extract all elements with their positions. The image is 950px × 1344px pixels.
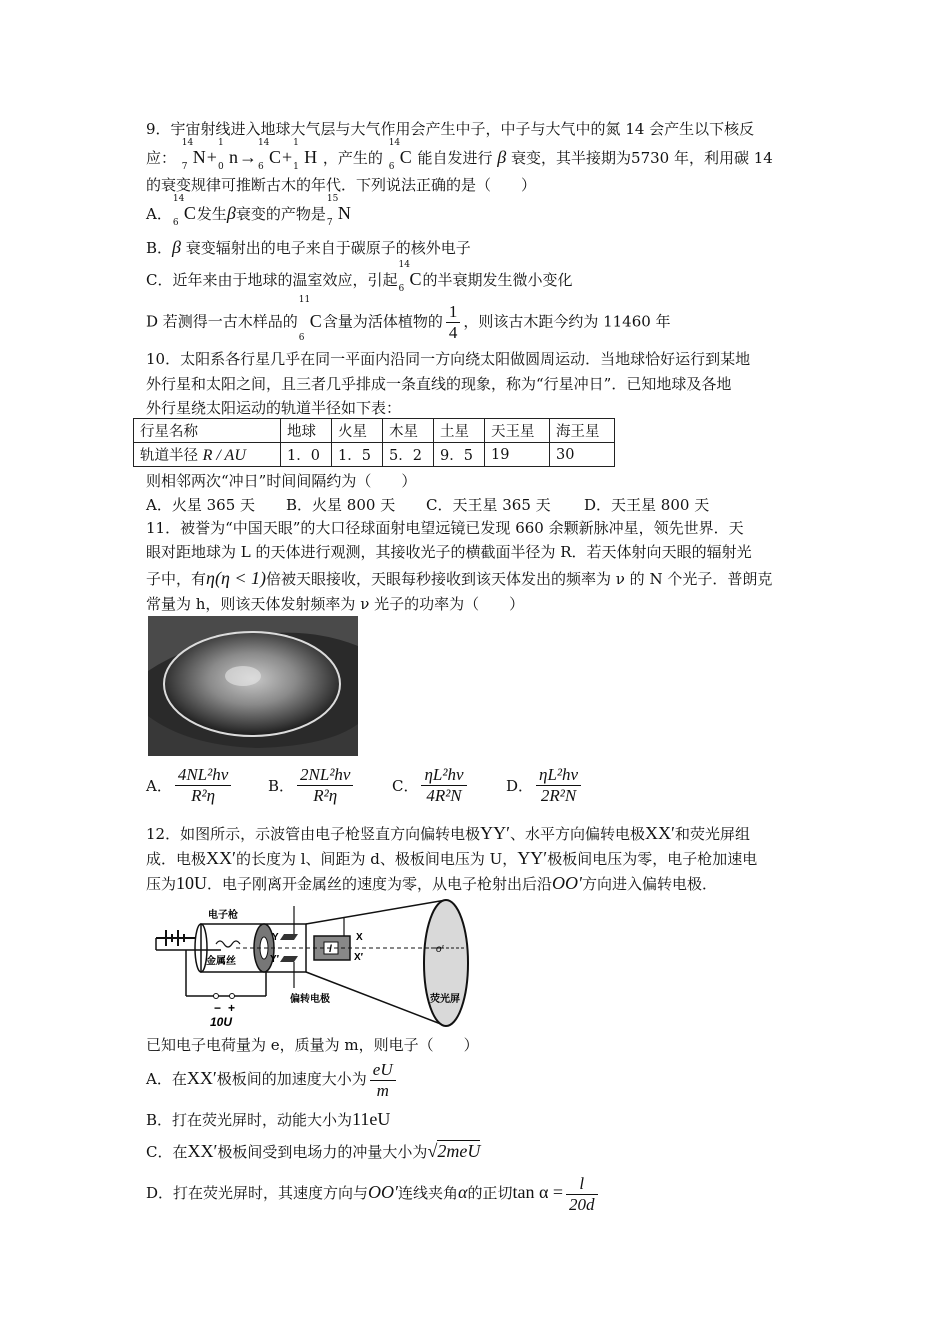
label-gun: 电子枪 [208, 910, 238, 921]
table-cell: 1．5 [332, 443, 383, 467]
q11-option-b: B． $\frac{\text{2NL²hν}}{\text{R²η}}$ [268, 765, 356, 806]
svg-text:o′: o′ [436, 944, 444, 955]
q12-option-a: A．在XX′极板间的加速度大小为 $\frac{eU}{m}$ [146, 1058, 399, 1101]
table-cell: 30 [550, 443, 615, 467]
table-header-row [134, 419, 615, 443]
svg-text:Y′: Y′ [270, 954, 280, 965]
svg-text:X′: X′ [354, 952, 364, 963]
q11-line4: 常量为 h，则该天体发射频率为 ν 光子的功率为（ ） [146, 595, 525, 613]
svg-text:l: l [329, 944, 332, 955]
q11-option-d: D． $\frac{\text{ηL²hν}}{\text{2R²N}}$ [506, 765, 584, 806]
q12-line3: 压为10U．电子刚离开金属丝的速度为零，从电子枪射出后沿OO′方向进入偏转电极． [146, 873, 717, 893]
q9-line2-end: 衰变，其半接期为5730 年，利用碳 14 [511, 149, 773, 167]
table-cell: 19 [485, 443, 550, 467]
q9-option-d: D 若测得一古木样品的 11 6 C含量为活体植物的 $\frac{1}{4}$ ，则该古木距今约为 11460 年 [146, 294, 671, 343]
q9-line1: 9．宇宙射线进入地球大气层与大气作用会产生中子，中子与大气中的氮 14 会产生以下核反 [146, 120, 755, 138]
q11-line1: 11．被誉为“中国天眼”的大口径球面射电望远镜已发现 660 余颗新脉冲星，领先世界．天 [146, 519, 744, 537]
q9-line2: 应： 14 7 N+ 1 0 n→ 14 6 C+ 1 1 H ，产生的 14 6 C 能自发进行 β 衰变，其半接期为5730 年，利用碳 14 [146, 138, 773, 172]
table-cell: 轨道半径 R / AU [134, 443, 281, 467]
q10-option-b: B．火星 800 天 [286, 496, 396, 514]
telescope-photo [148, 616, 358, 756]
table-cell: 木星 [383, 419, 434, 443]
q10-line2: 外行星和太阳之间，且三者几乎排成一条直线的现象，称为“行星冲日”．已知地球及各地 [146, 375, 732, 393]
q9-line3: 的衰变规律可推断古木的年代．下列说法正确的是（ ） [146, 176, 537, 194]
table-cell: 5．2 [383, 443, 434, 467]
q12-line2: 成．电极XX′的长度为 l、间距为 d、极板间电压为 U，YY′极板间电压为零，电子枪加速电 [146, 848, 758, 868]
q11-option-c: C． $\frac{\text{ηL²hν}}{\text{4R²N}}$ [392, 765, 470, 806]
q11-options [146, 765, 606, 815]
table-cell: 地球 [281, 419, 332, 443]
svg-text:+: + [228, 1001, 236, 1015]
label-screen: 荧光屏 [430, 994, 460, 1005]
q10-line1: 10．太阳系各行星几乎在同一平面内沿同一方向绕太阳做圆周运动．当地球恰好运行到某地 [146, 350, 751, 368]
svg-text:−: − [214, 1001, 222, 1015]
table-cell: 1．0 [281, 443, 332, 467]
nuclear-reaction-equation: 14 7 N+ 1 0 n→ 14 6 C+ 1 1 H [181, 138, 318, 172]
q9-option-a: A． 14 6 C发生β衰变的产物是 15 7 N [146, 194, 351, 228]
q12-option-d: D．打在荧光屏时，其速度方向与OO′连线夹角α的正切tan α = $\frac{l}{20d}$ [146, 1170, 601, 1215]
q11-line3: 子中，有η(η < 1)倍被天眼接收，天眼每秒接收到该天体发出的频率为 ν 的 N 个光子．普朗克 [146, 568, 773, 588]
table-cell: 行星名称 [134, 419, 281, 443]
q12-line1: 12．如图所示，示波管由电子枪竖直方向偏转电极YY′、水平方向偏转电极XX′和荧光屏组 [146, 823, 750, 843]
q11-option-a: A． $\frac{\text{4NL²hν}}{\text{R²η}}$ [146, 765, 234, 806]
q10-option-d: D．天王星 800 天 [584, 496, 710, 514]
label-wire: 金属丝 [206, 956, 236, 967]
table-cell: 天王星 [485, 419, 550, 443]
svg-text:10U: 10U [210, 1015, 233, 1029]
q10-question: 则相邻两次“冲日”时间间隔约为（ ） [146, 472, 417, 490]
q9-line2-post: 能自发进行 [417, 149, 493, 167]
q10-options [146, 494, 709, 516]
table-cell: 火星 [332, 419, 383, 443]
q11-line2: 眼对距地球为 L 的天体进行观测，其接收光子的横截面半径为 R．若天体射向天眼的辐射光 [146, 543, 752, 561]
q12-option-c: C．在XX′极板间受到电场力的冲量大小为√2meU [146, 1141, 481, 1161]
table-cell: 海王星 [550, 419, 615, 443]
q9-option-c: C．近年来由于地球的温室效应，引起 14 6 C的半衰期发生微小变化 [146, 260, 573, 294]
oscilloscope-diagram [146, 896, 476, 1031]
q12-option-b: B．打在荧光屏时，动能大小为11eU [146, 1109, 391, 1129]
svg-text:Y: Y [272, 932, 279, 943]
q10-line3: 外行星绕太阳运动的轨道半径如下表： [146, 399, 402, 417]
svg-text:X: X [356, 932, 363, 943]
label-electrode: 偏转电极 [290, 994, 330, 1005]
planet-table [133, 418, 615, 467]
q10-option-c: C．天王星 365 天 [426, 496, 551, 514]
table-cell: 土星 [434, 419, 485, 443]
q9-line2-mid: ，产生的 [322, 149, 383, 167]
table-cell: 9．5 [434, 443, 485, 467]
q9-line2-pre: 应： [146, 149, 177, 167]
q9-option-b: B．β 衰变辐射出的电子来自于碳原子的核外电子 [146, 237, 471, 257]
table-row [134, 443, 615, 467]
q12-question: 已知电子电荷量为 e，质量为 m，则电子（ ） [146, 1036, 479, 1054]
q10-option-a: A．火星 365 天 [146, 496, 255, 514]
